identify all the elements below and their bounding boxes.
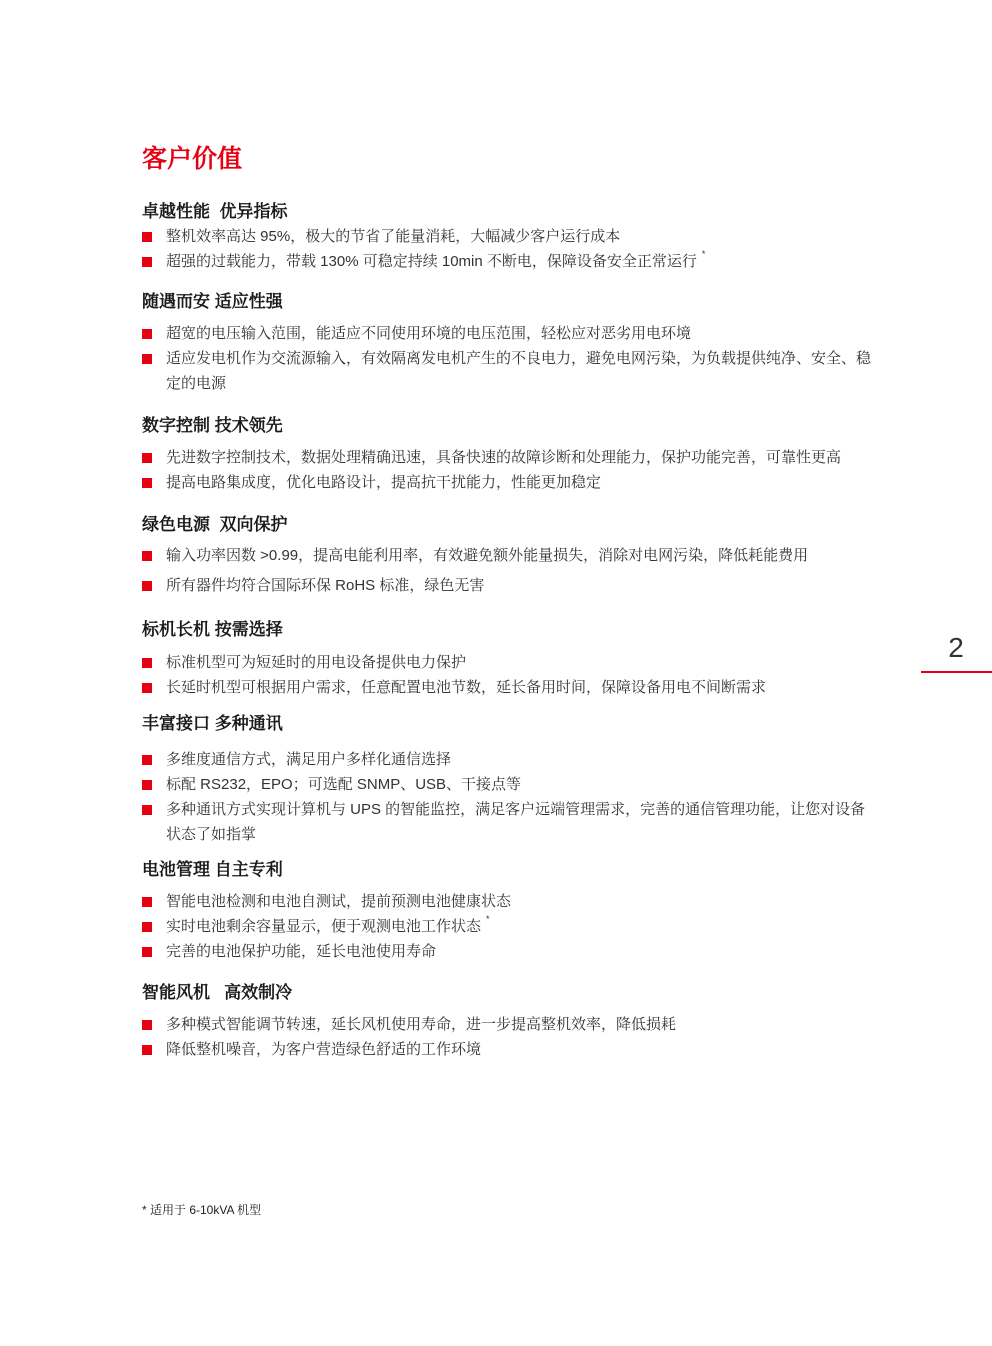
list-item-text: 降低整机噪音，为客户营造绿色舒适的工作环境	[166, 1041, 482, 1058]
bullet-list	[142, 445, 878, 495]
bullet-square-icon	[142, 551, 152, 561]
bullet-square-icon	[142, 354, 152, 364]
section-heading: 随遇而安 适应性强	[142, 292, 283, 311]
page-number-rule	[921, 671, 992, 673]
list-item	[142, 1012, 878, 1037]
bullet-square-icon	[142, 453, 152, 463]
list-item-text: 多维度通信方式，满足用户多样化通信选择	[166, 751, 452, 768]
bullet-square-icon	[142, 658, 152, 668]
list-item	[142, 321, 878, 346]
list-item-text: 输入功率因数 >0.99，提高电能利用率，有效避免额外能量损失，消除对电网污染，降低耗能费用	[166, 547, 809, 564]
bullet-list	[142, 1012, 878, 1062]
bullet-square-icon	[142, 805, 152, 815]
section-heading: 卓越性能 优异指标	[142, 202, 288, 221]
bullet-square-icon	[142, 897, 152, 907]
section-heading: 标机长机 按需选择	[142, 620, 283, 639]
bullet-square-icon	[142, 947, 152, 957]
list-item-text: 完善的电池保护功能，延长电池使用寿命	[166, 943, 437, 960]
bullet-list	[142, 543, 878, 598]
section-heading: 丰富接口 多种通讯	[142, 714, 283, 733]
list-item-text: 超强的过载能力，带载 130% 可稳定持续 10min 不断电，保障设备安全正常运行	[166, 253, 697, 270]
list-item-text: 超宽的电压输入范围，能适应不同使用环境的电压范围，轻松应对恶劣用电环境	[166, 325, 692, 342]
list-item	[142, 889, 878, 914]
bullet-list	[142, 321, 878, 396]
footnote: * 适用于 6-10kVA 机型	[142, 1203, 262, 1217]
bullet-square-icon	[142, 755, 152, 765]
footnote-marker: *	[486, 914, 490, 924]
bullet-square-icon	[142, 780, 152, 790]
bullet-square-icon	[142, 478, 152, 488]
list-item	[142, 543, 878, 568]
bullet-list	[142, 650, 878, 700]
bullet-square-icon	[142, 232, 152, 242]
page-number: 2	[948, 632, 964, 663]
list-item-text: 长延时机型可根据用户需求，任意配置电池节数，延长备用时间，保障设备用电不间断需求	[166, 679, 767, 696]
bullet-square-icon	[142, 922, 152, 932]
section-heading: 电池管理 自主专利	[142, 860, 283, 879]
bullet-square-icon	[142, 683, 152, 693]
bullet-square-icon	[142, 1020, 152, 1030]
list-item-text: 先进数字控制技术，数据处理精确迅速，具备快速的故障诊断和处理能力，保护功能完善，可靠性更高	[166, 449, 842, 466]
list-item	[142, 249, 878, 274]
bullet-list	[142, 224, 878, 274]
bullet-square-icon	[142, 581, 152, 591]
list-item-text: 适应发电机作为交流源输入，有效隔离发电机产生的不良电力，避免电网污染，为负载提供纯净、安全、稳定的电源	[166, 350, 872, 392]
list-item-text: 智能电池检测和电池自测试，提前预测电池健康状态	[166, 893, 512, 910]
list-item	[142, 772, 878, 797]
list-item-text: 整机效率高达 95%，极大的节省了能量消耗，大幅减少客户运行成本	[166, 228, 621, 245]
list-item-text: 标配 RS232，EPO；可选配 SNMP、USB、干接点等	[166, 776, 522, 793]
bullet-square-icon	[142, 257, 152, 267]
list-item-text: 提高电路集成度，优化电路设计，提高抗干扰能力，性能更加稳定	[166, 474, 602, 491]
list-item	[142, 675, 878, 700]
section-heading: 数字控制 技术领先	[142, 416, 283, 435]
list-item	[142, 224, 878, 249]
footnote-marker: *	[701, 249, 706, 259]
bullet-list	[142, 747, 878, 847]
list-item-text: 多种通讯方式实现计算机与 UPS 的智能监控，满足客户远端管理需求，完善的通信管理功能，让您对设备状态了如指掌	[166, 801, 866, 843]
list-item	[142, 470, 878, 495]
list-item	[142, 939, 878, 964]
bullet-square-icon	[142, 329, 152, 339]
list-item	[142, 346, 878, 396]
list-item-text: 所有器件均符合国际环保 RoHS 标准，绿色无害	[166, 577, 485, 594]
list-item	[142, 797, 878, 847]
list-item	[142, 1037, 878, 1062]
list-item	[142, 573, 878, 598]
section-heading: 智能风机 高效制冷	[142, 983, 293, 1002]
section-heading: 绿色电源 双向保护	[142, 515, 288, 534]
list-item-text: 多种模式智能调节转速，延长风机使用寿命，进一步提高整机效率，降低损耗	[166, 1016, 677, 1033]
page-title: 客户价值	[142, 145, 243, 173]
bullet-list	[142, 889, 878, 964]
bullet-square-icon	[142, 1045, 152, 1055]
list-item-text: 标准机型可为短延时的用电设备提供电力保护	[166, 654, 467, 671]
list-item-text: 实时电池剩余容量显示，便于观测电池工作状态	[166, 918, 482, 935]
list-item	[142, 650, 878, 675]
list-item	[142, 445, 878, 470]
list-item	[142, 914, 878, 939]
list-item	[142, 747, 878, 772]
